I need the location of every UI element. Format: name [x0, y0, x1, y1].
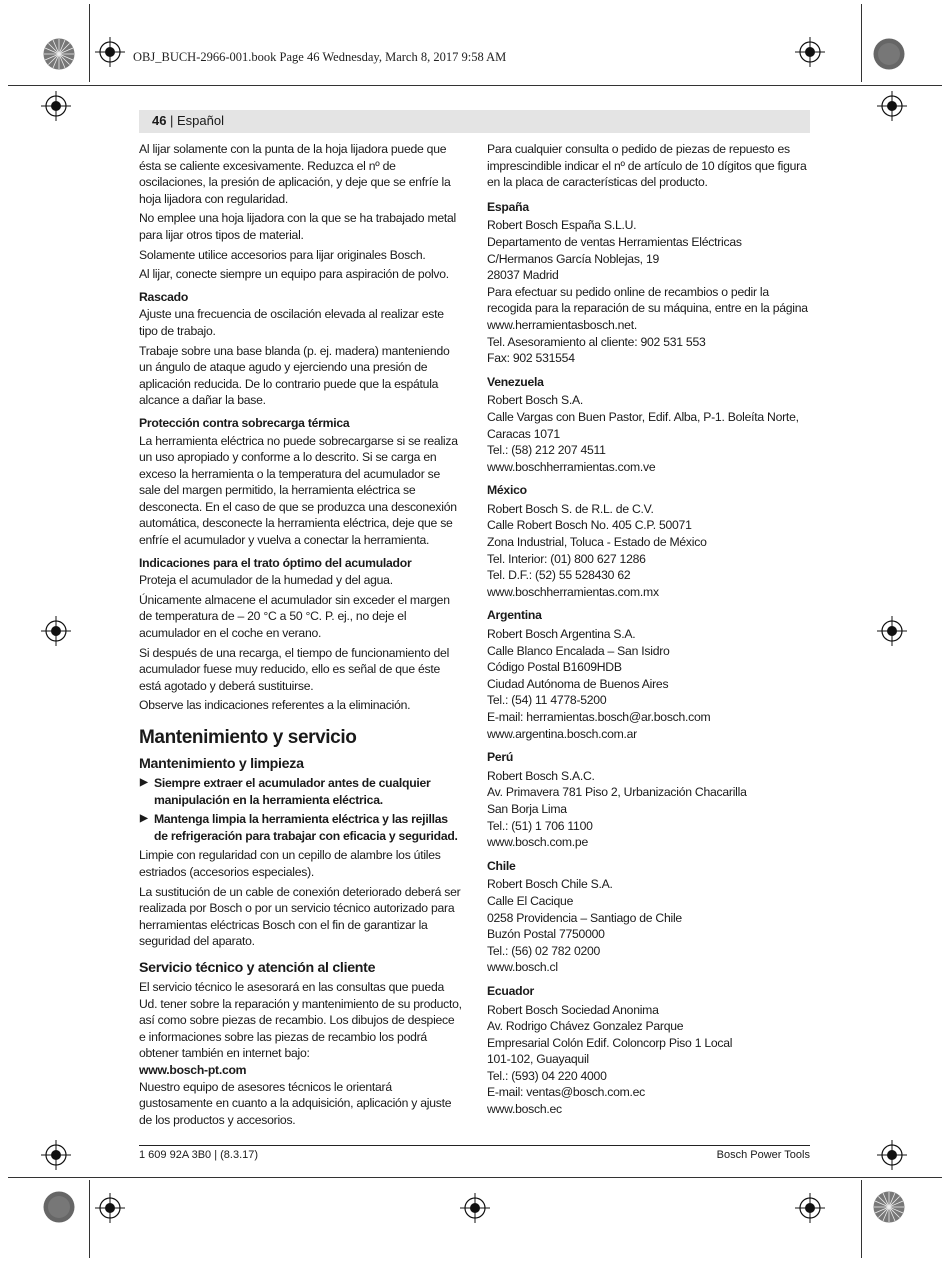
registration-mark-icon [41, 616, 71, 646]
address-block: Robert Bosch Argentina S.A. Calle Blanco Encalada – San Isidro Código Postal B1609HDB Ciudad Autónoma de Buenos Aires Tel.: (54) 11 4778-5200 E-mail: herramientas.bosch@ar.bosch.com www.argentina.bosch.com.ar [487, 627, 711, 741]
country-heading: Ecuador [487, 983, 535, 998]
website-link[interactable]: www.bosch-pt.com [139, 1062, 247, 1077]
paragraph: Limpie con regularidad con un cepillo de alambre los útiles estriados (accesorios especiales). [139, 848, 441, 879]
crop-line [861, 1180, 862, 1258]
address-block: Robert Bosch S.A.C. Av. Primavera 781 Piso 2, Urbanización Chacarilla San Borja Lima Tel.: (51) 1 706 1100 www.bosch.com.pe [487, 768, 747, 850]
section-heading-maintenance: Mantenimiento y servicio [139, 727, 357, 748]
footer-article-number: 1 609 92A 3B0 | (8.3.17) [139, 1149, 259, 1161]
subheading-cleaning: Mantenimiento y limpieza [139, 756, 304, 772]
gray-target-icon [43, 1191, 75, 1223]
triangle-bullet-icon: ▶ [140, 813, 148, 825]
gray-target-icon [873, 38, 905, 70]
registration-mark-icon [41, 91, 71, 121]
footer-brand: Bosch Power Tools [716, 1149, 810, 1161]
country-heading: Chile [487, 858, 516, 873]
address-block: Robert Bosch S. de R.L. de C.V. Calle Robert Bosch No. 405 C.P. 50071 Zona Industrial, Toluca - Estado de México Tel. Interior: (01) 800 627 1286 Tel. D.F.: (52) 55 528430 62 www.boschherramientas.com.mx [487, 501, 707, 599]
registration-mark-icon [41, 1140, 71, 1170]
crop-line [8, 1177, 942, 1178]
registration-mark-icon [795, 1193, 825, 1223]
paragraph: Únicamente almacene el acumulador sin exceder el margen de temperatura de – 20 °C a 50 °C. P. ej., no deje el acumulador en el coche en verano. [139, 592, 450, 641]
paragraph: No emplee una hoja lijadora con la que se ha trabajado metal para lijar otros tipos de material. [139, 211, 456, 242]
paragraph: La herramienta eléctrica no puede sobrecargarse si se realiza un uso apropiado y conforme a lo descrito. Si se carga en exceso la herramienta o la temperatura del acumulador se sale del margen permitido, la herramienta eléctrica se desconecta. En el caso de que se produzca una desconexión automática, desconecte la herramienta eléctrica, deje que se enfríe el acumulador y vuelva a conectar la herramienta. [139, 433, 458, 548]
star-target-icon [873, 1191, 905, 1223]
country-heading: Argentina [487, 608, 542, 623]
paragraph: El servicio técnico le asesorará en las consultas que pueda Ud. tener sobre la reparación y mantenimiento de su producto, así como sobre piezas de recambio. Los dibujos de despiece e informaciones sobre las piezas de recambio los podrá obtener también en internet bajo: [139, 979, 462, 1061]
crop-line [89, 4, 90, 82]
page-number: 46 [152, 113, 167, 128]
paragraph: Al lijar solamente con la punta de la hoja lijadora puede que ésta se caliente excesivamente. Reduzca el nº de oscilaciones, la presión de aplicación, y deje que se enfríe la hoja lijadora con regularidad. [139, 142, 451, 206]
paragraph: Trabaje sobre una base blanda (p. ej. madera) manteniendo un ángulo de ataque agudo y ejerciendo una presión de aplicación reducida. De lo contrario puede que la espátula alcance a dañar la base. [139, 343, 450, 408]
address-block: Robert Bosch Chile S.A. Calle El Cacique 0258 Providencia – Santiago de Chile Buzón Postal 7750000 Tel.: (56) 02 782 0200 www.bosch.cl [487, 877, 682, 975]
list-item: ▶ Siempre extraer el acumulador antes de cualquier manipulación en la herramienta eléctrica. [140, 776, 431, 807]
country-heading: Perú [487, 750, 514, 765]
triangle-bullet-icon: ▶ [140, 777, 148, 788]
paragraph: Observe las indicaciones referentes a la eliminación. [139, 698, 411, 713]
instruction-list [139, 775, 464, 844]
footer-rule [139, 1145, 810, 1146]
list-item: ▶ Mantenga limpia la herramienta eléctrica y las rejillas de refrigeración para trabajar con eficacia y seguridad. [140, 812, 458, 843]
registration-mark-icon [877, 91, 907, 121]
paragraph: Al lijar, conecte siempre un equipo para aspiración de polvo. [139, 267, 449, 282]
paragraph: Ajuste una frecuencia de oscilación elevada al realizar este tipo de trabajo. [139, 307, 444, 338]
registration-mark-icon [95, 1193, 125, 1223]
left-column [139, 141, 464, 1131]
address-block: Robert Bosch S.A. Calle Vargas con Buen Pastor, Edif. Alba, P-1. Boleíta Norte, Caracas 1071 Tel.: (58) 212 207 4511 www.boschherramientas.com.ve [487, 393, 799, 474]
country-heading: España [487, 199, 529, 214]
address-block: Robert Bosch Sociedad Anonima Av. Rodrigo Chávez Gonzalez Parque Empresarial Colón Edif. Coloncorp Piso 1 Local 101-102, Guayaquil Tel.: (593) 04 220 4000 E-mail: ventas@bosch.com.ec www.bosch.ec [487, 1002, 733, 1117]
section-title-thermal: Protección contra sobrecarga térmica [139, 415, 350, 430]
paragraph: La sustitución de un cable de conexión deteriorado deberá ser realizada por Bosch o por un servicio técnico autorizado para herramientas eléctricas Bosch con el fin de garantizar la seguridad del aparato. [139, 884, 461, 949]
print-header: OBJ_BUCH-2966-001.book Page 46 Wednesday, March 8, 2017 9:58 AM [133, 50, 507, 64]
country-heading: México [487, 483, 527, 498]
paragraph: Solamente utilice accesorios para lijar originales Bosch. [139, 247, 426, 262]
country-heading: Venezuela [487, 374, 544, 389]
crop-line [8, 85, 942, 86]
paragraph: Nuestro equipo de asesores técnicos le orientará gustosamente en cuanto a la adquisición, aplicación y ajuste de los productos y accesorios. [139, 1079, 452, 1127]
registration-mark-icon [795, 37, 825, 67]
address-block: Robert Bosch España S.L.U. Departamento de ventas Herramientas Eléctricas C/Hermanos García Noblejas, 19 28037 Madrid Para efectuar su pedido online de recambios o pedir la recogida para la reparación de su máquina, entre en la página www.herramientasbosch.net. Tel. Asesoramiento al cliente: 902 531 553 Fax: 902 531554 [487, 218, 808, 366]
crop-line [861, 4, 862, 82]
right-column [487, 141, 812, 1118]
registration-mark-icon [95, 37, 125, 67]
registration-mark-icon [877, 616, 907, 646]
page-language: | Español [170, 113, 224, 128]
paragraph: Si después de una recarga, el tiempo de funcionamiento del acumulador fuese muy reducido, ello es señal de que éste está agotado y deberá sustituirse. [139, 645, 450, 693]
registration-mark-icon [460, 1193, 490, 1223]
subheading-service: Servicio técnico y atención al cliente [139, 959, 376, 976]
section-title-rascado: Rascado [139, 289, 189, 304]
crop-line [89, 1180, 90, 1258]
star-target-icon [43, 38, 75, 70]
paragraph: Proteja el acumulador de la humedad y del agua. [139, 573, 393, 588]
section-title-battery: Indicaciones para el trato óptimo del acumulador [139, 555, 412, 570]
registration-mark-icon [877, 1140, 907, 1170]
page-header-bar [139, 110, 810, 133]
paragraph: Para cualquier consulta o pedido de piezas de repuesto es imprescindible indicar el nº de artículo de 10 dígitos que figura en la placa de características del producto. [487, 142, 807, 190]
